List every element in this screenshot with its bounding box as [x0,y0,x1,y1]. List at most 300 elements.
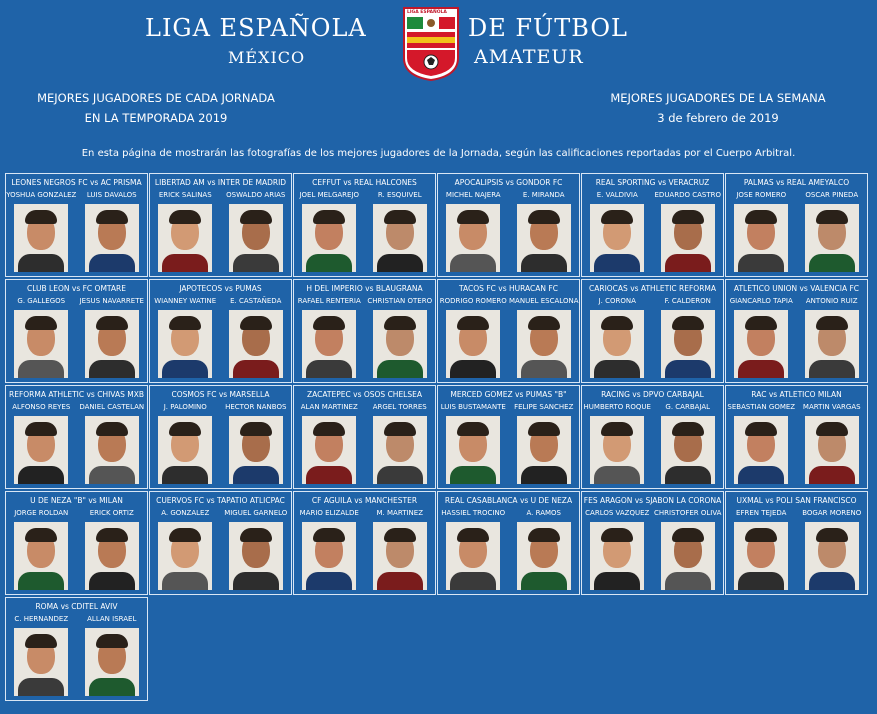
player-photo [85,310,139,378]
player-hair [25,528,57,542]
player-photo [805,416,859,484]
player-name: LUIS BUSTAMANTE [440,403,506,411]
player-photos [726,522,867,590]
player-shirt [665,254,711,272]
player-photo [373,416,427,484]
match-title: U DE NEZA "B" vs MILAN [30,496,123,505]
player-name: J. PALOMINO [163,403,207,411]
match-title: RACING vs DPVO CARBAJAL [601,390,704,399]
page-header [0,0,877,90]
match-card [437,173,580,277]
player-shirt [809,572,855,590]
match-card [293,491,436,595]
player-name: ALAN MARTINEZ [300,403,358,411]
player-hair [672,316,704,330]
player-photo [517,416,571,484]
player-hair [313,210,345,224]
player-shirt [594,254,640,272]
player-shirt [233,466,279,484]
player-names [6,403,147,411]
player-photo [446,310,500,378]
player-hair [745,422,777,436]
player-photos [150,204,291,272]
player-hair [601,422,633,436]
player-hair [816,528,848,542]
player-photo [229,310,283,378]
match-title: CEFFUT vs REAL HALCONES [312,178,417,187]
player-shirt [665,360,711,378]
player-hair [384,210,416,224]
subtitle-right: AMATEUR [474,46,584,68]
grid-row [5,597,872,703]
player-photo [805,204,859,272]
player-photo [661,416,715,484]
player-names [726,509,867,517]
player-shirt [89,466,135,484]
player-shirt [377,466,423,484]
player-names [582,509,723,517]
player-hair [601,528,633,542]
player-name: ARGEL TORRES [372,403,427,411]
player-names [726,191,867,199]
title-left: LIGA ESPAÑOLA [145,14,367,42]
player-hair [384,316,416,330]
match-card [725,385,868,489]
intro-text: En esta página de mostrarán las fotografías de los mejores jugadores de la Jornada, según las calificaciones reportadas por el Cuerpo Arbitral. [81,148,796,159]
player-shirt [521,572,567,590]
player-names [6,509,147,517]
player-name: EFREN TEJEDA [736,509,787,517]
section-right-line1: MEJORES JUGADORES DE LA SEMANA [610,91,826,105]
player-name: CHRISTIAN OTERO [367,297,433,305]
match-title: ROMA vs CDITEL AVIV [35,602,118,611]
player-name: YOSHUA GONZALEZ [6,191,77,199]
player-shirt [377,254,423,272]
grid-row [5,279,872,385]
player-names [438,509,579,517]
player-shirt [89,360,135,378]
match-title: ZACATEPEC vs OSOS CHELSEA [307,390,422,399]
match-card [293,385,436,489]
player-name: OSWALDO ARIAS [226,191,286,199]
player-shirt [18,360,64,378]
player-photo [661,522,715,590]
player-name: M. MARTINEZ [376,509,423,517]
match-card [581,173,724,277]
grid-row [5,491,872,597]
player-photo [158,310,212,378]
player-name: JOEL MELGAREJO [299,191,360,199]
player-photos [294,416,435,484]
match-card [5,279,148,383]
player-name: ALLAN ISRAEL [87,615,137,623]
match-card [725,491,868,595]
player-hair [672,528,704,542]
player-photo [590,204,644,272]
player-names [294,403,435,411]
player-hair [96,528,128,542]
player-name: SEBASTIAN GOMEZ [727,403,796,411]
player-hair [528,422,560,436]
player-shirt [377,572,423,590]
player-hair [96,210,128,224]
player-name: J. CORONA [598,297,636,305]
player-shirt [18,572,64,590]
player-photo [661,310,715,378]
player-hair [240,422,272,436]
player-photo [14,522,68,590]
player-hair [25,422,57,436]
player-names [150,297,291,305]
player-photos [294,310,435,378]
player-name: G. CARBAJAL [665,403,711,411]
player-shirt [665,572,711,590]
player-name: CHRISTOFER OLIVA [654,509,722,517]
player-photos [726,310,867,378]
match-card [581,385,724,489]
player-shirt [233,254,279,272]
player-photos [294,522,435,590]
player-names [582,297,723,305]
match-title: LEONES NEGROS FC vs AC PRISMA [11,178,142,187]
player-photo [158,204,212,272]
player-name: ERICK SALINAS [158,191,212,199]
player-name: JOSE ROMERO [736,191,787,199]
player-shirt [450,254,496,272]
player-shirt [521,360,567,378]
player-shirt [233,572,279,590]
player-photos [6,204,147,272]
player-name: GIANCARLO TAPIA [729,297,793,305]
player-photo [734,416,788,484]
player-photo [590,522,644,590]
match-title: CARIOCAS vs ATHLETIC REFORMA [588,284,717,293]
player-name: HASSIEL TROCINO [441,509,506,517]
player-hair [169,210,201,224]
player-photo [302,522,356,590]
player-photo [734,204,788,272]
player-hair [384,422,416,436]
player-name: MANUEL ESCALONA [509,297,579,305]
player-name: MARTIN VARGAS [802,403,861,411]
player-hair [816,316,848,330]
match-title: REAL CASABLANCA vs U DE NEZA [444,496,573,505]
player-name: DANIEL CASTELAN [79,403,145,411]
player-hair [457,316,489,330]
player-shirt [594,360,640,378]
player-name: HUMBERTO ROQUE [583,403,651,411]
match-title: H DEL IMPERIO vs BLAUGRANA [306,284,423,293]
match-title: TACOS FC vs HURACAN FC [459,284,558,293]
player-name: MIGUEL GARNELO [224,509,288,517]
match-card [437,279,580,383]
match-card [725,173,868,277]
player-name: JESUS NAVARRETE [79,297,144,305]
player-hair [528,528,560,542]
match-title: REFORMA ATHLETIC vs CHIVAS MXB [9,390,144,399]
player-names [150,403,291,411]
player-shirt [450,466,496,484]
player-names [582,403,723,411]
player-shirt [89,254,135,272]
player-photos [438,416,579,484]
match-title: CLUB LEON vs FC OMTARE [27,284,126,293]
player-hair [240,210,272,224]
player-hair [96,634,128,648]
player-shirt [738,466,784,484]
player-name: A. RAMOS [526,509,561,517]
player-photo [446,522,500,590]
player-photos [150,416,291,484]
player-shirt [738,572,784,590]
player-name: EDUARDO CASTRO [654,191,721,199]
player-names [6,297,147,305]
player-photos [150,310,291,378]
match-card [149,385,292,489]
player-hair [816,210,848,224]
match-card [5,173,148,277]
player-name: WIANNEY WATINE [154,297,217,305]
player-photo [373,204,427,272]
player-hair [528,210,560,224]
player-photo [734,310,788,378]
player-names [726,403,867,411]
player-photo [446,416,500,484]
match-title: UXMAL vs POLI SAN FRANCISCO [736,496,857,505]
match-card [149,279,292,383]
player-hair [313,422,345,436]
match-card [437,385,580,489]
player-photos [582,204,723,272]
player-shirt [18,678,64,696]
player-photo [14,204,68,272]
player-names [150,509,291,517]
player-photo [446,204,500,272]
player-name: E. VALDIVIA [596,191,638,199]
match-card [437,491,580,595]
player-shirt [233,360,279,378]
player-name: OSCAR PINEDA [805,191,859,199]
subtitle-left: MÉXICO [228,48,306,67]
player-names [438,297,579,305]
grid-row [5,173,872,279]
player-photo [590,416,644,484]
player-photo [805,310,859,378]
player-hair [672,210,704,224]
player-photo [517,204,571,272]
player-photo [14,416,68,484]
match-title: COSMOS FC vs MARSELLA [171,390,270,399]
player-shirt [18,254,64,272]
player-shirt [521,254,567,272]
section-left-line1: MEJORES JUGADORES DE CADA JORNADA [37,91,275,105]
player-photo [373,522,427,590]
player-shirt [162,572,208,590]
player-photo [590,310,644,378]
player-hair [96,422,128,436]
player-name: RAFAEL RENTERIA [297,297,361,305]
player-photos [6,416,147,484]
player-hair [601,316,633,330]
player-photos [582,416,723,484]
player-hair [96,316,128,330]
player-photo [661,204,715,272]
player-photos [582,310,723,378]
player-photo [85,628,139,696]
player-photo [302,310,356,378]
player-shirt [162,466,208,484]
player-name: ERICK ORTIZ [89,509,134,517]
player-name: HECTOR NANBOS [225,403,287,411]
match-title: RAC vs ATLETICO MILAN [751,390,842,399]
player-shirt [809,254,855,272]
player-shirt [665,466,711,484]
player-photo [517,522,571,590]
player-photo [14,310,68,378]
player-photos [438,522,579,590]
player-photo [229,416,283,484]
player-shirt [450,572,496,590]
player-name: FELIPE SANCHEZ [514,403,574,411]
player-shirt [594,572,640,590]
player-hair [601,210,633,224]
player-shirt [738,360,784,378]
section-right-line2: 3 de febrero de 2019 [657,111,779,125]
player-name: MICHEL NAJERA [445,191,501,199]
player-name: E. CASTAÑEDA [230,297,282,305]
match-title: CUERVOS FC vs TAPATIO ATLICPAC [156,496,285,505]
player-names [6,615,147,623]
player-name: MARIO ELIZALDE [299,509,359,517]
player-name: ALFONSO REYES [12,403,71,411]
match-card [725,279,868,383]
player-shirt [809,466,855,484]
player-shirt [162,360,208,378]
match-title: APOCALIPSIS vs GONDOR FC [454,178,563,187]
player-shirt [89,678,135,696]
player-shirt [738,254,784,272]
player-shirt [18,466,64,484]
player-name: C. HERNANDEZ [14,615,69,623]
player-names [438,403,579,411]
match-title: CF AGUILA vs MANCHESTER [311,496,418,505]
player-hair [745,210,777,224]
player-shirt [450,360,496,378]
player-name: JORGE ROLDAN [14,509,69,517]
match-card [5,385,148,489]
player-photo [85,204,139,272]
player-shirt [594,466,640,484]
section-left [36,88,276,128]
match-title: MERCED GOMEZ vs PUMAS "B" [450,390,567,399]
player-hair [240,316,272,330]
player-names [294,509,435,517]
player-name: CARLOS VAZQUEZ [585,509,650,517]
match-card [149,173,292,277]
player-hair [25,316,57,330]
match-title: JAPOTECOS vs PUMAS [179,284,262,293]
match-card [293,173,436,277]
player-photos [294,204,435,272]
player-hair [457,210,489,224]
match-card [293,279,436,383]
player-names [6,191,147,199]
player-hair [745,316,777,330]
section-left-line2: EN LA TEMPORADA 2019 [84,111,228,125]
player-hair [313,528,345,542]
player-photos [6,310,147,378]
player-hair [672,422,704,436]
player-name: ANTONIO RUIZ [805,297,858,305]
player-hair [25,210,57,224]
match-card [149,491,292,595]
crest-text: LIGA ESPAÑOLA [407,10,447,15]
player-names [150,191,291,199]
player-hair [745,528,777,542]
player-photo [517,310,571,378]
player-photo [158,522,212,590]
player-hair [169,422,201,436]
player-hair [313,316,345,330]
player-shirt [306,572,352,590]
player-photo [302,416,356,484]
match-card [5,491,148,595]
player-name: BOGAR MORENO [802,509,862,517]
player-photo [158,416,212,484]
player-photos [726,204,867,272]
player-name: RODRIGO ROMERO [439,297,507,305]
player-hair [240,528,272,542]
player-hair [25,634,57,648]
match-title: PALMAS vs REAL AMEYALCO [743,178,850,187]
player-photo [229,204,283,272]
title-right: DE FÚTBOL [468,14,628,42]
player-hair [528,316,560,330]
player-name: F. CALDERON [664,297,711,305]
player-names [582,191,723,199]
player-photo [85,416,139,484]
player-name: A. GONZALEZ [161,509,210,517]
player-hair [457,422,489,436]
player-shirt [306,254,352,272]
player-shirt [306,360,352,378]
player-name: G. GALLEGOS [17,297,66,305]
player-photo [229,522,283,590]
grid-row [5,385,872,491]
player-names [726,297,867,305]
match-title: FES ARAGON vs SJABON LA CORONA [583,496,722,505]
league-crest-logo [402,6,460,82]
match-card [581,491,724,595]
player-name: E. MIRANDA [522,191,565,199]
player-shirt [162,254,208,272]
player-photo [302,204,356,272]
player-photo [734,522,788,590]
player-hair [457,528,489,542]
player-photos [6,522,147,590]
section-right [600,88,836,128]
player-photos [150,522,291,590]
match-title: ATLETICO UNION vs VALENCIA FC [733,284,860,293]
player-hair [816,422,848,436]
player-hair [384,528,416,542]
player-photos [582,522,723,590]
player-names [294,191,435,199]
player-photo [373,310,427,378]
player-photos [6,628,147,696]
player-hair [169,316,201,330]
player-photos [726,416,867,484]
